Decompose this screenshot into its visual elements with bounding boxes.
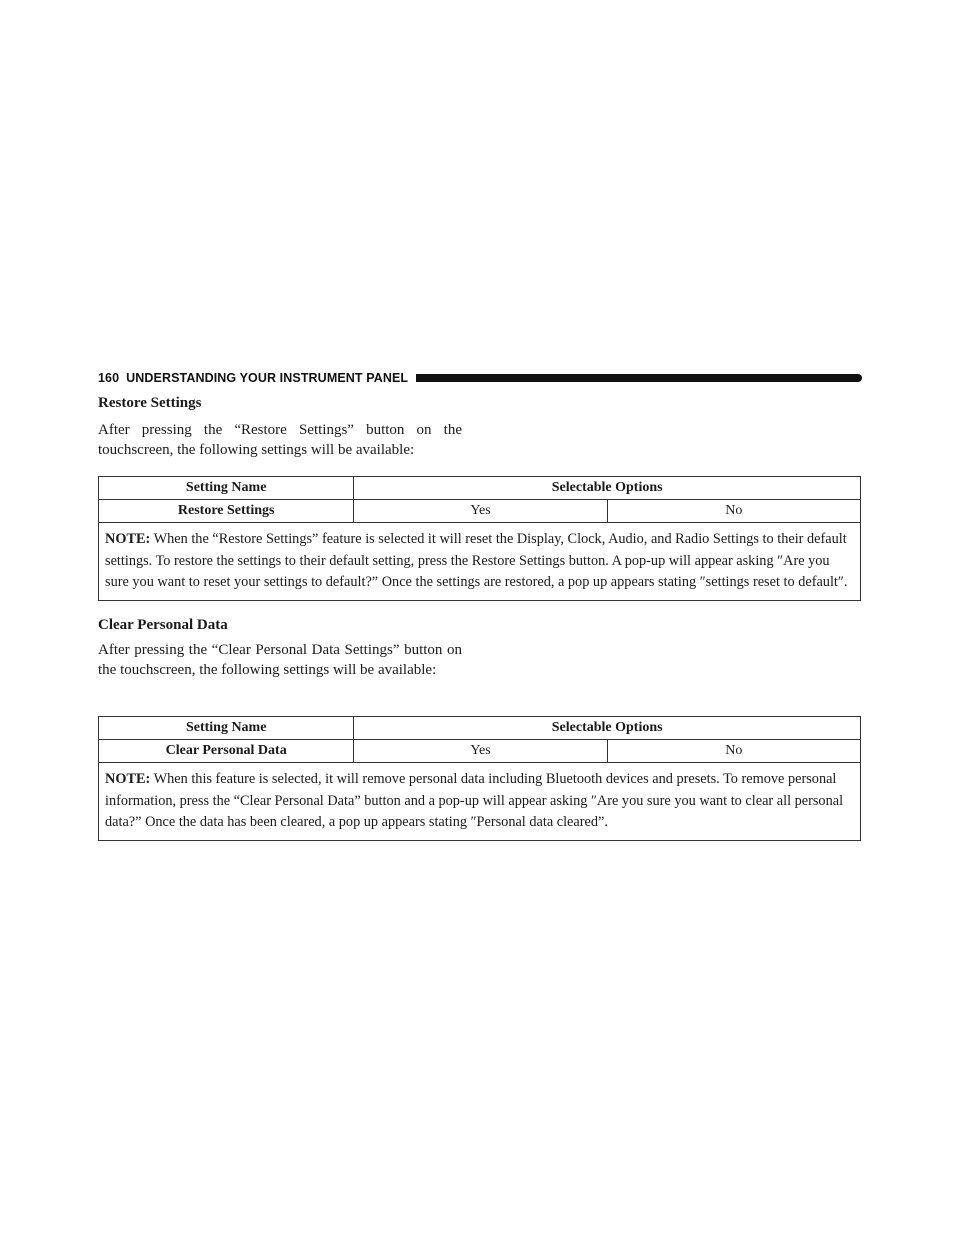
note-cell bbox=[99, 763, 861, 841]
page-header bbox=[98, 368, 862, 388]
table-row bbox=[99, 740, 861, 763]
note-label: NOTE: bbox=[105, 531, 151, 547]
restore-settings-intro: After pressing the “Restore Settings” button on the touchscreen, the following settings will be available: bbox=[98, 422, 462, 458]
header-rule bbox=[416, 374, 862, 382]
note-text: When this feature is selected, it will remove personal data including Bluetooth devices and presets. To remove personal information, press the “Clear Personal Data” button and a pop-up will appear asking ″Are you sure you want to clear all personal data?” Once the data has been cleared, a pop up appears stating ″Personal data cleared”. bbox=[105, 771, 844, 830]
option-no-cell: No bbox=[607, 740, 860, 763]
clear-personal-data-title: Clear Personal Data bbox=[98, 617, 228, 633]
clear-personal-data-intro: After pressing the “Clear Personal Data Settings” button on the touchscreen, the following settings will be available: bbox=[98, 642, 462, 678]
note-cell bbox=[99, 523, 861, 601]
setting-name-cell: Restore Settings bbox=[99, 500, 354, 523]
col-setting-name: Setting Name bbox=[99, 717, 354, 740]
table-header-row bbox=[99, 477, 861, 500]
setting-name-cell: Clear Personal Data bbox=[99, 740, 354, 763]
note-row bbox=[99, 523, 861, 601]
clear-personal-data-table bbox=[98, 716, 861, 841]
note-text: When the “Restore Settings” feature is selected it will reset the Display, Clock, Audio, and Radio Settings to their default settings. To restore the settings to their default setting, press the Restore Settings button. A pop-up will appear asking ″Are you sure you want to reset your settings to default?” Once the settings are restored, a pop up appears stating ″settings reset to default″. bbox=[105, 531, 848, 590]
table-row bbox=[99, 500, 861, 523]
col-selectable-options: Selectable Options bbox=[354, 477, 861, 500]
col-setting-name: Setting Name bbox=[99, 477, 354, 500]
table-header-row bbox=[99, 717, 861, 740]
option-no-cell: No bbox=[607, 500, 860, 523]
note-label: NOTE: bbox=[105, 771, 151, 787]
page-number: 160 bbox=[98, 371, 120, 385]
section-heading: UNDERSTANDING YOUR INSTRUMENT PANEL bbox=[126, 371, 409, 385]
option-yes-cell: Yes bbox=[354, 740, 607, 763]
col-selectable-options: Selectable Options bbox=[354, 717, 861, 740]
option-yes-cell: Yes bbox=[354, 500, 607, 523]
restore-settings-title: Restore Settings bbox=[98, 395, 202, 411]
note-row bbox=[99, 763, 861, 841]
restore-settings-table bbox=[98, 476, 861, 601]
